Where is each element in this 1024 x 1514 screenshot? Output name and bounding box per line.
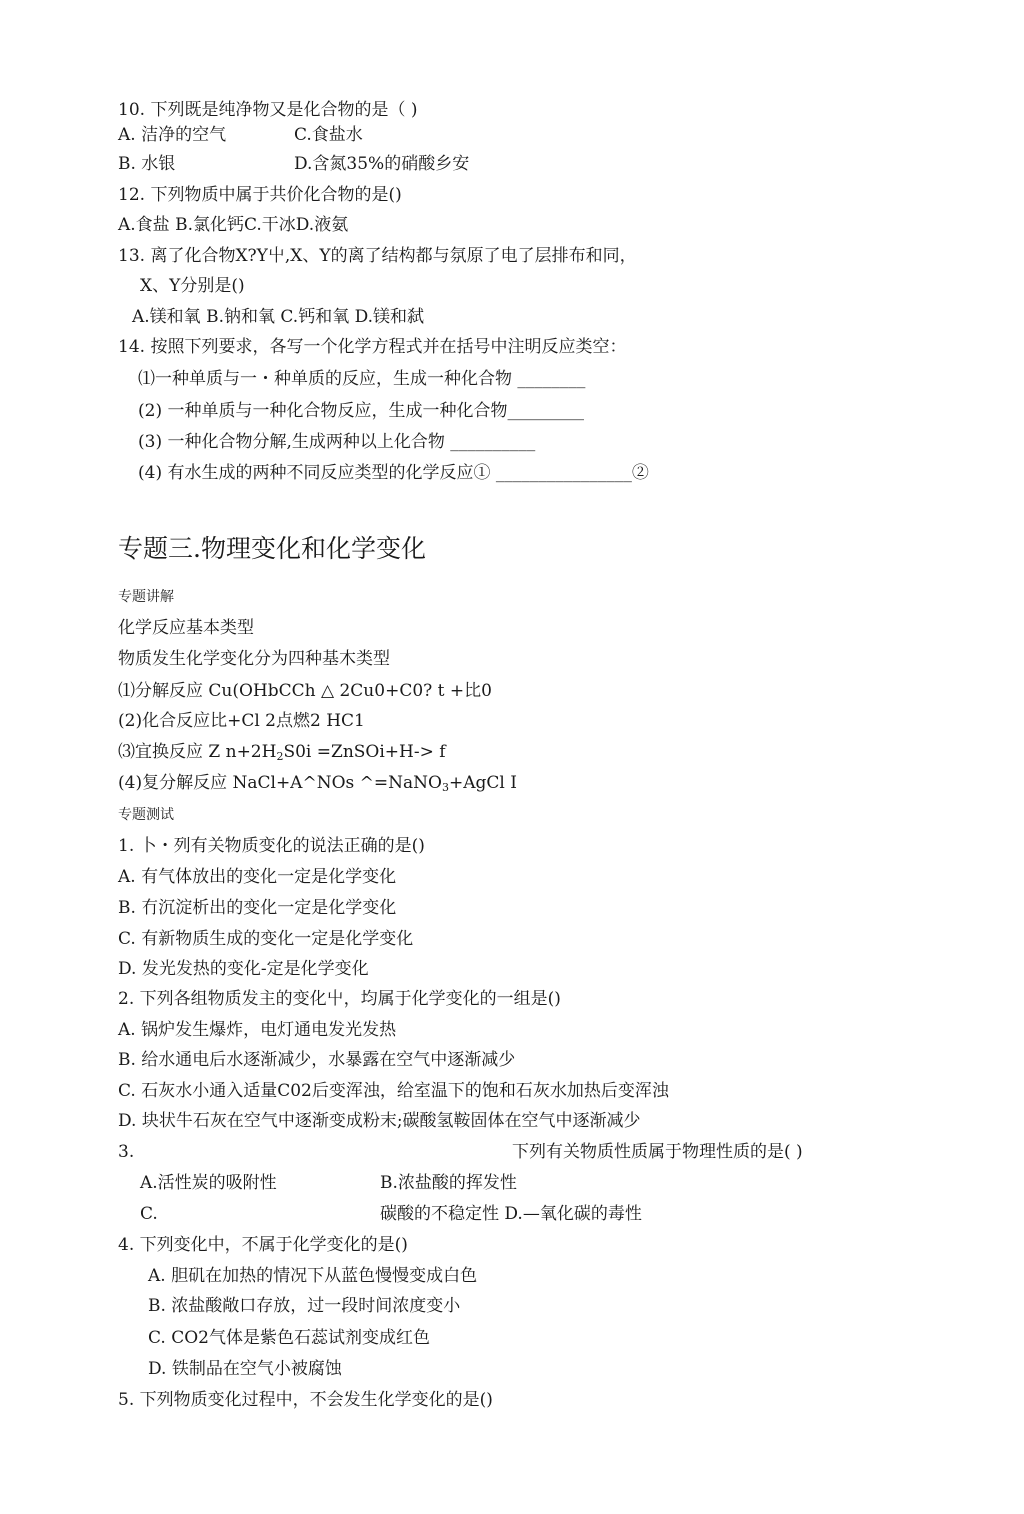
test-question-4: 4. 下列变化中，不属于化学变化的是() (118, 1235, 408, 1255)
question-14-part-2: (2) 一种单质与一种化合物反应，生成一种化合物_________ (138, 401, 584, 421)
question-13-continued: X、Y分别是() (140, 276, 245, 296)
test-question-1: 1. 卜・列有关物质变化的说法正确的是() (118, 836, 425, 856)
four-types-line: 物质发生化学变化分为四种基木类型 (118, 649, 390, 669)
test-label: 专题测试 (118, 807, 174, 823)
test-question-3-option-c-d: 碳酸的不稳定性 D.—氧化碳的毒性 (380, 1204, 642, 1224)
test-question-2-option-a: A. 锅炉发生爆炸，电灯通电发光发热 (118, 1020, 397, 1040)
lecture-label: 专题讲解 (118, 589, 174, 605)
test-question-4-option-b: B. 浓盐酸敞口存放，过一段时间浓度变小 (148, 1296, 461, 1316)
section-title: 专题三.物理变化和化学变化 (118, 534, 426, 563)
question-14-part-3: (3) 一种化合物分解,生成两种以上化合物 __________ (138, 432, 536, 452)
question-13-options: A.镁和氧 B.钠和氧 C.钙和氧 D.镁和弑 (132, 307, 425, 327)
question-10-option-c: C.食盐水 (294, 125, 363, 145)
basic-types-heading: 化学反应基本类型 (118, 618, 254, 638)
question-12-options: A.食盐 B.氯化钙C.干冰D.液氨 (118, 215, 349, 235)
test-question-1-option-a: A. 有气体放出的变化一定是化学变化 (118, 867, 397, 887)
question-12: 12. 下列物质中属于共价化合物的是() (118, 185, 402, 205)
test-question-5: 5. 下列物质变化过程中，不会发生化学变化的是() (118, 1390, 493, 1410)
test-question-4-option-a: A. 胆矶在加热的情况下从蓝色慢慢变成白色 (148, 1266, 478, 1286)
question-10-option-d: D.含氮35%的硝酸乡安 (294, 154, 470, 174)
question-13: 13. 离了化合物X?Y屮,X、Y的离了结构都与氛原了电了层排布和同， (118, 246, 637, 266)
question-14-part-4: (4) 有水生成的两种不同反应类型的化学反应① ________________② (138, 463, 649, 483)
test-question-3-option-c-label: C. (140, 1204, 158, 1224)
test-question-1-option-d: D. 发光发热的变化-定是化学变化 (118, 959, 369, 979)
test-question-3-option-b: B.浓盐酸的挥发性 (380, 1173, 517, 1193)
test-question-4-option-d: D. 铁制品在空气小被腐蚀 (148, 1359, 342, 1379)
reaction-combination: (2)化合反应比+Cl 2点燃2 HC1 (118, 711, 365, 731)
test-question-2-option-b: B. 给水通电后水逐渐减少，水暴露在空气中逐渐减少 (118, 1050, 516, 1070)
test-question-2: 2. 下列各组物质发主的变化屮，均属于化学变化的一组是() (118, 989, 561, 1009)
test-question-2-option-d: D. 块状牛石灰在空气中逐渐变成粉末;碳酸氢鞍固体在空气中逐渐减少 (118, 1111, 641, 1131)
reaction-decomposition: ⑴分解反应 Cu(OHbCCh △ 2Cu0+C0? t +比0 (118, 681, 492, 701)
test-question-3-number: 3. (118, 1142, 135, 1162)
test-question-3-option-a: A.活性炭的吸附性 (140, 1173, 277, 1193)
question-14-part-1: ⑴一种单质与一・种单质的反应，生成一种化合物 ________ (138, 369, 586, 389)
reaction-displacement: ⑶宜换反应 Z $n+2H_2S0i$ =ZnSOi+H-> f (118, 742, 446, 763)
question-14: 14. 按照下列要求，各写一个化学方程式并在括号中注明反应类空： (118, 337, 627, 357)
test-question-4-option-c: C. CO2气体是紫色石蕊试剂变成红色 (148, 1328, 430, 1348)
reaction-double-displacement: (4)复分解反应 NaCl+A^NOs ^=NaNO$_3$+AgCl I (118, 773, 517, 794)
test-question-3: 下列有关物质性质属于物理性质的是( ) (512, 1142, 803, 1162)
test-question-1-option-c: C. 有新物质生成的变化一定是化学变化 (118, 929, 414, 949)
question-10: 10. 下列既是纯净物又是化合物的是（ ) (118, 100, 418, 120)
test-question-2-option-c: C. 石灰水小通入适量C02后变浑浊，给室温下的饱和石灰水加热后变浑浊 (118, 1081, 669, 1101)
question-10-option-a: A. 洁净的空气 (118, 125, 227, 145)
test-question-1-option-b: B. 冇沉淀析出的变化一定是化学变化 (118, 898, 397, 918)
question-10-option-b: B. 水银 (118, 154, 176, 174)
